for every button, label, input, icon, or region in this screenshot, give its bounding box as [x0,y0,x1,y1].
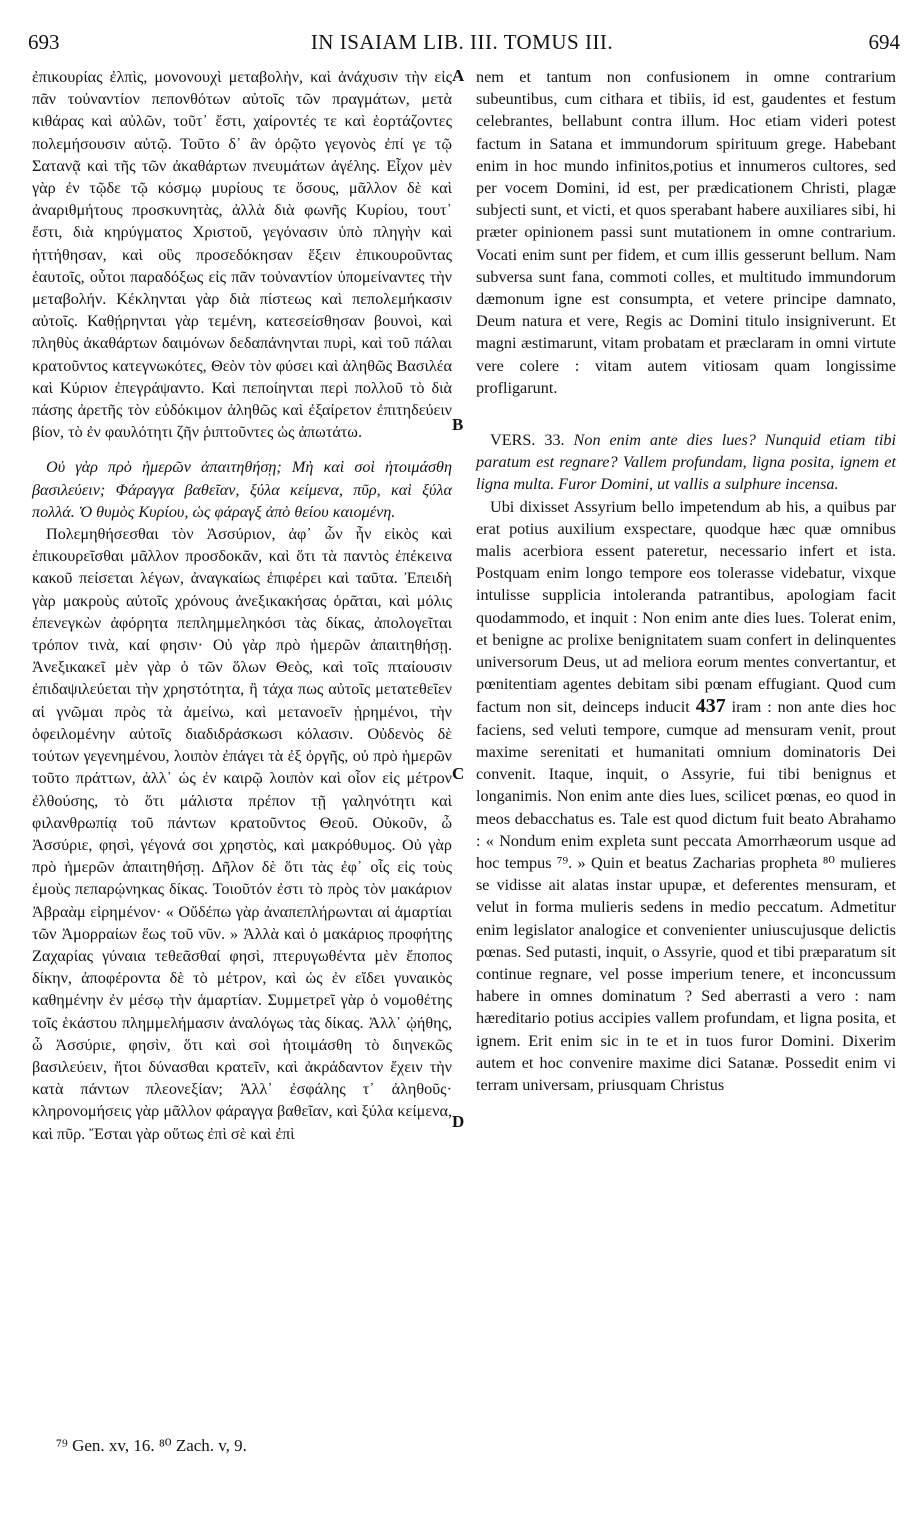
latin-paragraph-1: nem et tantum non confusionem in omne contrarium subeuntibus, cum cithara et tibiis, id est, gaudentes et festum celebrantes, bellabunt contra illum. Hoc etiam videri potest factum in Satana et immundorum spirituum grege. Habebant enim in hoc mundo infinitos,potius et innumeros cultores, sed per vocem Domini, id est, per prædicationem Christi, plagæ subjecti sunt, et victi, et quos sperabant habere auxiliares sibi, hi præter opinionem passi sunt mutationem in omne contrarium. Vocati enim sunt per fidem, et cum illis gesserunt bellum. Nam subversa sunt fana, commoti colles, et multitudo immundorum dæmonum igne est consumpta, et vetere principe damnato, Deum natura et vere, Regis ac Domini titulo insigniverunt. Et magni æstimarunt, vitam probatam et præclaram in omni virtute vere colere : vitam autem vitiosam quam longissime profligarunt. [476,68,896,397]
latin-paragraph-2a: Ubi dixisset Assyrium bello impetendum ab his, a quibus par erat potius auxilium exspectare, quodque hæc quæ omnibus malis acerbiora essent pateretur, necessario infert et ista. Postquam enim longo tempore eos tolerasse videbatur, vixque intulisse supplicia intoleranda patrantibus, apologiam facit quodammodo, et inquit : Non enim ante dies lues. Tolerat enim, et benigne ac prolixe benignitatem suam confert in delinquentes universorum Deus, ut ad meliora eorum mentes convertantur, et pœnitentiam agentes debitam sibi pœnam effugiant. Quod cum factum non sit, deinceps inducit [476,497,896,717]
margin-letter-d: D [452,1112,465,1131]
greek-paragraph-2: Πολεμηθήσεσθαι τὸν Ἀσσύριον, ἀφ᾽ ὧν ἦν εἰκὸς καὶ ἐπικουρεῖσθαι μᾶλλον προσδοκᾶν, καὶ ὅτι τὰ παντὸς ἐπέκεινα κακοῦ πείσεται λέγων, ἀναγκαίως ἐπιφέρει καὶ ταῦτα. Ἐπειδὴ γὰρ μακροὺς αὐτοῖς χρόνους ἀνεξικακήσας ὁρᾶται, καὶ μόλις ἐπενεγκὼν ἀφόρητα πεπλημμεληκόσι τὰς δίκας, ἀπολογεῖται τρόπον τινὰ, καί φησιν· Οὐ γὰρ πρὸ ἡμερῶν ἀπαιτηθήσῃ. Ἀνεξικακεῖ μὲν γὰρ ὁ τῶν ὅλων Θεὸς, καὶ τοῖς πταίουσιν ἐπιδαψιλεύεται τὴν χρηστότητα, ἢ τάχα πως αὐτοῖς μετατεθεῖεν αἱ γνῶμαι πρὸς τὰ ἀμείνω, καὶ μετανοεῖν ᾑρημένοι, τὴν ὀφειλομένην αὐτοῖς διαδιδράσκωσι κόλασιν. Οὐδενὸς δὲ τούτων γεγενημένου, λοιπὸν ἐπάγει τὰ ἐξ ὀργῆς, οὐ πρὸ ἡμερῶν τοῦτο πράττων, ἀλλ᾽ ὡς ἐν καιρῷ λοιπὸν καὶ οἷον εἰς μέτρον ἐλθούσης, τὸ ὅτι μάλιστα πρέπον τῇ γαληνότητι καὶ φιλανθρωπίᾳ τοῦ πάντων κρατοῦντος Θεοῦ. Οὐκοῦν, ὦ Ἀσσύριε, φησὶ, γέγονά σοι χρηστὸς, καὶ μακρόθυμος. Οὐ γὰρ πρὸ ἡμερῶν ἀπαιτηθήσῃ. Δῆλον δὲ ὅτι τὰς ἐφ᾽ οἷς εἰς τοὺς ἐμοὺς πεπαρῴνηκας δίκας. Τοιοῦτόν ἐστι τὸ πρὸς τὸν μακάριον Ἀβραὰμ εἰρημένον· « Οὔδέπω γὰρ ἀναπεπλήρωνται αἱ ἁμαρτίαι τῶν Ἀμορραίων ἕως τοῦ νῦν. » Ἀλλὰ καὶ ὁ μακάριος προφήτης Ζαχαρίας γύναια τεθεᾶσθαί φησὶ, πτερυγωθέντα μὲν ἔποπος δίκην, ἀποφέροντα δὲ τὸ μέτρον, καὶ ὡς ἐν εἴδει γυναικὸς καθημένην ἐν μέσῳ τὴν ἁμαρτίαν. Συμμετρεῖ γὰρ ὁ νομοθέτης τοῖς ἑκάστου πλημμελήμασιν ἀναλόγως τὰς δίκας. Ἀλλ᾽ ᾠήθης, ὦ Ἀσσύριε, φησὶν, ὅτι καὶ σοὶ ἡτοιμάσθη τὸ διηνεκῶς βασιλεύειν, ἤτοι δύνασθαι κρατεῖν, καὶ ἀκράδαντον ἔχειν τὴν κατὰ πάντων πλεονεξίαν; Ἀλλ᾽ ἐσφάλης τ᾽ ἀληθοῦς· κληρονομήσεις γὰρ μᾶλλον φάραγγα βαθεῖαν, καὶ ξύλα κείμενα, καὶ πῦρ. Ἔσται γὰρ οὕτως ἐπὶ σὲ καὶ ἐπὶ [32,525,452,1143]
margin-letter-b: B [452,415,464,434]
latin-verse-block [476,429,896,496]
greek-paragraph-1: ἐπικουρίας ἐλπὶς, μονονουχὶ μεταβολὴν, καὶ ἀνάχυσιν τὴν εἰς πᾶν τοὐναντίον πεπονθότων αὐτοῖς τῶν πραγμάτων, μετὰ κιθάρας καὶ αὐλῶν, τοῦτ᾽ ἔστι, χαίροντές τε καὶ ἑορτάζοντες πολεμήσουσιν αὐτῷ. Τοῦτο δ᾽ ἂν ὁρῷτο γεγονὸς ἐπί γε τῷ Σατανᾷ καὶ τῆς τῶν ἀκαθάρτων πνευμάτων ἀγέλης. Εἶχον μὲν γὰρ ἐν τῷδε τῷ κόσμῳ μυρίους τε ὅσους, μᾶλλον δὲ καὶ ἀναριθμήτους προσκυνητὰς, ἀλλὰ διὰ φωνῆς Κυρίου, τουτ᾽ ἔστι, διὰ κηρύγματος Χριστοῦ, γεγόνασιν ὑπὸ πληγὴν καὶ ἡττήθησαν, καὶ οὓς προσεδόκησαν ἕξειν ἐπικουροῦντας ἑαυτοῖς, οὗτοι παραδόξως εἰς πᾶν τοὐναντίον ὑπομείναντες τὴν μεταβολήν. Κέκληνται γὰρ διὰ πίστεως καὶ πεπολεμήκασιν αὐτοῖς. Καθῄρηνται γὰρ τεμένη, κατεσείσθησαν βουνοὶ, καὶ πληθὺς ἀκαθάρτων δαιμόνων δεδαπάνηνται πυρὶ, καὶ τοῦ πάλαι κρατοῦντος κατεγνωκότες, Θεὸν τὸν φύσει καὶ ἀληθῶς Βασιλέα καὶ Κύριον ἐπεγράψαντο. Καὶ πεποίηνται περὶ πολλοῦ τὸ διὰ πάσης ἀρετῆς τὸν εὐδόκιμον ἀληθῶς καὶ ἐξαίρετον ἐπιτηδεύειν βίον, τὸ ἐν φαυλότητι ζῆν ῥιπτοῦντες ὡς ἀπωτάτω. [32,68,452,442]
latin-paragraph-2 [476,496,896,1096]
footnotes: ⁷⁹ Gen. xv, 16. ⁸⁰ Zach. v, 9. [56,1436,247,1455]
page-number-left: 693 [28,30,60,54]
margin-letter-c: C [452,764,465,783]
page-header [0,30,924,60]
latin-column [476,66,896,1096]
latin-verse: Non enim ante dies lues? Nunquid etiam tibi paratum est regnare? Vallem profundam, ligna posita, ignem et ligna multa. Furor Domini, ut vallis a sulphure incensa. [476,431,896,494]
greek-verse: Οὐ γὰρ πρὸ ἡμερῶν ἀπαιτηθήσῃ; Μὴ καὶ σοὶ ἡτοιμάσθη βασιλεύειν; Φάραγγα βαθεῖαν, ξύλα κείμενα, πῦρ, καὶ ξύλα πολλά. Ὁ θυμὸς Κυρίου, ὡς φάραγξ ἀπὸ θείου καιομένη. [32,458,452,521]
latin-paragraph-2b: iram : non ante dies hoc faciens, sed veluti tempore, cumque ad mensuram venit, prout maxime serenitati et humanitati omnium dominatoris Dei convenit. Itaque, inquit, o Assyrie, fui tibi benignus et longanimis. Non enim ante dies lues, scilicet pœnas, eo quod in meos debacchatus es. Tale est quod dictum fuit beato Abrahamo : « Nondum enim expleta sunt peccata Amorrhæorum usque ad hoc tempus ⁷⁹. » Quin et beatus Zacharias propheta ⁸⁰ mulieres se vidisse ait alatas instar upupæ, et deferentes mensuram, et velut in forma mulieris sedens in medio peccatum. Admetitur enim legislator analogice et convenienter uniuscujusque delictis pœnas. Sed putasti, inquit, o Assyrie, quod et tibi præparatum sit continue regnare, vel posse imperium tenere, et inconcussum habere in omnes dominatum ? Sed aberrasti a vero : nam hæreditario potius accipies vallem profundam, et ligna posita, et ignem. Erit enim sic in te et in tuos furor Domini. Dixerim autem et hoc convenire maxime dici Satanæ. Possedit enim vi terram universam, priusquam Christus [476,698,897,1094]
margin-letter-a: A [452,66,465,85]
verse-label: VERS. 33. [490,431,565,450]
running-title: IN ISAIAM LIB. III. TOMUS III. [310,30,614,54]
column-number: 437 [695,695,726,718]
greek-column [32,66,452,1145]
page-number-right: 694 [868,30,900,54]
